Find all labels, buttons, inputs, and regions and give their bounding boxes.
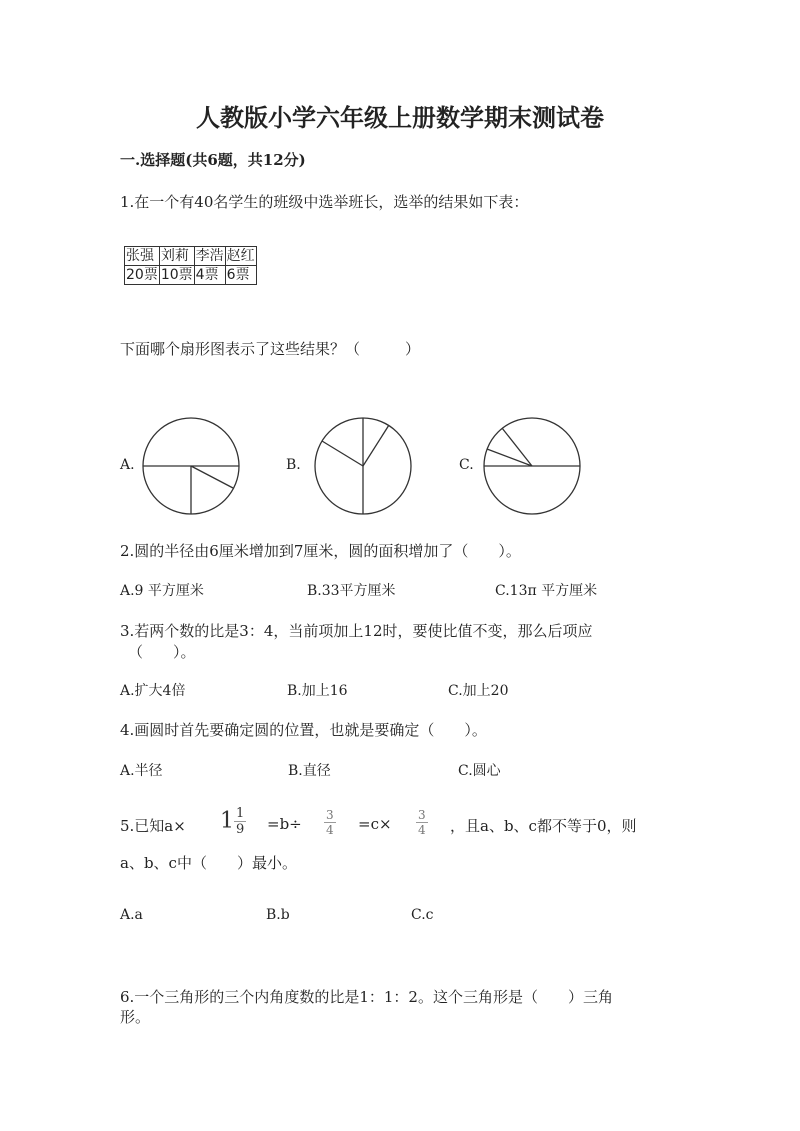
table-cell: 赵红 (226, 248, 255, 264)
question-1-text: 1.在一个有40名学生的班级中选举班长，选举的结果如下表： (120, 193, 529, 211)
equals-c: =c× (358, 815, 392, 833)
q5-option-b: B.b (266, 907, 290, 923)
table-cell: 6票 (225, 266, 256, 285)
mixed-fraction (234, 806, 246, 837)
q5-option-a: A.a (120, 907, 143, 923)
pie-chart-b (312, 415, 414, 517)
table-row (125, 266, 257, 285)
q5-option-c: C.c (411, 907, 434, 923)
question-3-text: 3.若两个数的比是3：4，当前项加上12时，要使比值不变，那么后项应 (120, 622, 593, 640)
fraction-denominator: 9 (236, 822, 245, 837)
q4-option-c: C.圆心 (458, 763, 501, 779)
table-cell: 20票 (126, 267, 158, 283)
table-row (125, 247, 257, 266)
equals-b: =b÷ (267, 815, 302, 833)
q2-option-a: A.9 平方厘米 (120, 583, 204, 599)
question-5-line2: a、b、c中（ ）最小。 (120, 854, 297, 872)
table-cell: 4票 (194, 266, 225, 285)
mixed-whole: 1 (220, 808, 234, 834)
table-cell: 10票 (160, 267, 193, 283)
question-6-text-line2: 形。 (120, 1008, 151, 1026)
fraction-2 (416, 808, 428, 837)
fraction-numerator: 3 (326, 808, 334, 822)
pie-chart-a (140, 415, 242, 517)
table-cell: 张强 (125, 247, 160, 266)
question-6-text: 6.一个三角形的三个内角度数的比是1：1：2。这个三角形是（ ）三角 (120, 988, 613, 1006)
q3-option-b: B.加上16 (287, 683, 348, 699)
q3-option-c: C.加上20 (448, 683, 509, 699)
option-c-label: C. (459, 457, 474, 473)
question-2-text: 2.圆的半径由6厘米增加到7厘米，圆的面积增加了（ ）。 (120, 542, 521, 560)
fraction-numerator: 3 (418, 808, 426, 822)
question-5-suffix: ，且a、b、c都不等于0，则 (450, 817, 637, 835)
option-a-label: A. (120, 457, 135, 473)
table-cell: 刘莉 (159, 247, 194, 266)
q2-option-b: B.33平方厘米 (307, 583, 396, 599)
q2-option-c: C.13π 平方厘米 (495, 583, 598, 599)
table-cell: 李浩 (195, 248, 224, 264)
question-3-text-line2: （ ）。 (128, 643, 196, 661)
question-5-prefix: 5.已知a× (120, 817, 186, 835)
fraction-denominator: 4 (418, 823, 426, 837)
fraction-denominator: 4 (326, 823, 334, 837)
pie-chart-c (481, 415, 583, 517)
section-heading: 一.选择题(共6题，共12分) (120, 151, 306, 169)
q4-option-a: A.半径 (120, 763, 163, 779)
q3-option-a: A.扩大4倍 (120, 683, 186, 699)
vote-table (124, 246, 257, 285)
fraction-1 (324, 808, 336, 837)
mixed-number (220, 806, 246, 837)
question-4-text: 4.画圆时首先要确定圆的位置，也就是要确定（ ）。 (120, 721, 487, 739)
page-title: 人教版小学六年级上册数学期末测试卷 (196, 103, 604, 132)
option-b-label: B. (286, 457, 301, 473)
fraction-numerator: 1 (236, 806, 245, 821)
question-1-prompt: 下面哪个扇形图表示了这些结果？（ ） (120, 340, 421, 358)
q4-option-b: B.直径 (288, 763, 331, 779)
